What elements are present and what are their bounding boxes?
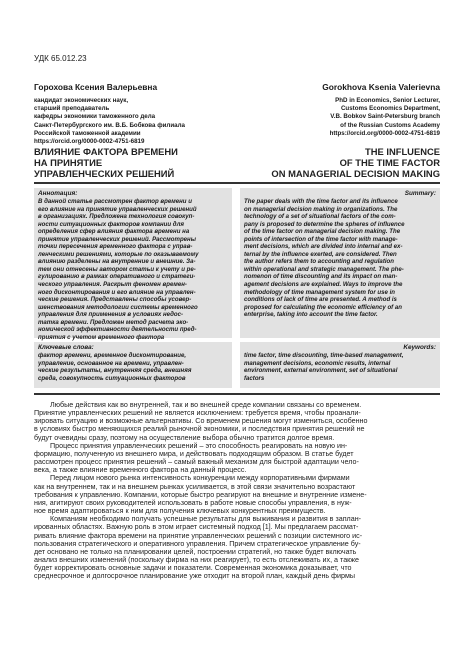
abstract-line: methodology of time management system for use in [244,288,396,296]
abstract-line: ленческими решениями, которые по оказываемому [38,250,199,258]
abstract-line: приятия с учетом временного фактора [38,333,165,341]
article-body [34,401,440,580]
paragraph-line: пользования стратегического и оперативного управления. Причем стратегическое управление бу- [34,539,361,548]
article-title-ru [34,146,234,179]
abstract-line: принятие управленческих решений. Рассмотрены [38,235,196,243]
paragraph-line: века, а также влияние временного фактора на данный процесс. [34,466,247,475]
abstract-line: в организациях. Предложена технология совокуп- [38,213,195,221]
title-line: УПРАВЛЕНЧЕСКИХ РЕШЕНИЙ [34,168,175,179]
affiliation-line: PhD in Economics, Senior Lecturer, [335,97,440,104]
keywords-line: среда, совокупность ситуационных факторов [38,374,186,382]
author-affiliation-ru [34,97,234,146]
abstract-text-en [240,198,440,319]
abstract-label-en: Summary: [404,190,436,197]
affiliation-line: V.B. Bobkov Saint-Petersburg branch [330,113,440,121]
affiliation-line: Российской таможенной академии [34,129,141,137]
title-line: ВЛИЯНИЕ ФАКТОРА ВРЕМЕНИ [34,146,178,157]
paragraph-line: зировать ситуацию и возможные альтернативы. Со временем решения могут измениться, особенно [34,417,368,426]
affiliation-line: кандидат экономических наук, [34,97,129,104]
keywords-line: factors [244,374,265,382]
affiliation-line: of the Russian Customs Academy [340,121,440,129]
paragraph-line: Процесс принятия управленческих решений – это способность реагировать на новую ин- [50,441,348,450]
abstract-ru [34,188,232,341]
title-line: THE INFLUENCE [365,146,440,157]
abstract-label-ru: Аннотация: [38,190,78,197]
title-line: НА ПРИНЯТИЕ [34,157,103,168]
abstract-line: определения сфер влияния фактора времени на [38,228,190,236]
author-affiliation-en [230,97,440,138]
abstract-line: ternal by the influence exerted, are considered. Then [244,250,397,258]
abstract-line: enterprise, taking into account the time factor. [244,311,378,319]
paragraph-line: в условиях быстро меняющихся реалий рыночной экономики, и последствия принятия решений не [34,425,365,434]
header-divider [34,182,440,184]
paragraph-line: требования к управлению. Компании, которые быстро реагируют на внешние и внутренние измене- [34,490,367,499]
abstract-line: ческого управления. Раскрыт феномен времен- [38,281,187,289]
abstract-line: the author refers them to accounting and regulation [244,258,394,266]
paragraph-line: будет корректировать основные задачи и показатели. Современная экономика доказывает, что [34,564,352,573]
paragraph-line: анализ внешних изменений (поскольку фирма на них реагирует), то есть отслеживать их, а также [34,555,360,564]
keywords-text-ru [34,352,232,382]
paragraph-line: Перед лицом нового рынка интенсивность конкуренции между корпоративными фирмами [50,474,350,483]
affiliation-line: Санкт-Петербургского им. В.Б. Бобкова филиала [34,121,185,129]
abstract-text-ru [34,198,232,341]
orcid-link[interactable]: https://orcid.org/0000-0002-4751-6819 [34,138,145,146]
abstract-line: шенствования методологии системы временного [38,303,198,311]
abstract-line: on managerial decision making in organizations. The [244,205,398,213]
abstract-line: within operational and strategic management. The phe- [244,265,404,273]
paragraph-line: ное время адаптироваться к ним для получения ключевых конкурентных преимуществ. [34,507,326,516]
title-line: OF THE TIME FACTOR [339,157,440,168]
abstract-line: В данной статье рассмотрен фактор времени и [38,198,192,205]
abstract-line: technology of a set of situational factors of the com- [244,213,396,221]
keywords-line: фактор времени, временное дисконтирование, [38,352,187,359]
abstract-en [240,188,440,338]
abstract-line: pany is proposed to determine the spheres of influence [244,220,405,228]
abstract-line: влиянию разделены на внутренние и внешние. За- [38,258,196,266]
abstract-line: номической эффективности деятельности пред- [38,326,197,334]
keywords-text-en [240,352,440,382]
abstract-line: татка времени. Предложен метод расчета эко- [38,318,189,326]
abstract-line: agement decisions are explained. Ways to improve the [244,281,403,289]
paragraph-line: ривать влияние фактора времени на принятие управленческих решений с позиции системного ис- [34,531,363,540]
affiliation-line: старший преподаватель [34,105,110,113]
keywords-line: environment, external environment, set of situational [244,367,398,375]
title-line: ON MANAGERIAL DECISION MAKING [271,168,440,179]
keywords-line: управление, основанное на времени, управлен- [38,359,184,367]
abstract-line: его влияние на принятие управленческих решений [38,205,197,213]
paragraph-line: формацию, полученную из внешнего мира, и действовать подходящим образом. В статье будет [34,449,354,458]
affiliation-line: Customs Economics Department, [340,105,440,113]
paragraph-line: Любые действия как во внутренней, так и во внешней среде компании связаны со временем. [50,401,362,409]
keywords-line: ческие результаты, внутренняя среда, внешняя [38,367,192,375]
paragraph-line: ния, агитируют своих руководителей использовать в работе новые способы управления, в нуж- [34,498,352,507]
abstract-line: управления для применения в условиях недос- [38,311,184,319]
author-name-ru: Горохова Ксения Валерьевна [34,82,158,92]
orcid-link[interactable]: https://orcid.org/0000-0002-4751-6819 [329,129,440,137]
keywords-line: management decisions, economic results, internal [244,359,391,367]
abstract-line: nomenon of time discounting and its impact on man- [244,273,398,281]
paragraph-line: среднесрочное и долгосрочное планирование уже отходит на второй план, каждый день фирмы [34,572,355,581]
abstract-line: The paper deals with the time factor and its influence [244,198,398,205]
paragraph-line: ированных областях. Важную роль в этом играет системный подход [1]. Мы предлагаем рассмат- [34,523,359,532]
affiliation-line: кафедры экономики таможенного дела [34,113,156,121]
keywords-line: time factor, time discounting, time-based management, [244,352,404,359]
paragraph-line: как на внутреннем, так и на внешнем рынках усиливается, в этой связи значительно возрастают [34,482,356,491]
abstract-line: proposed for calculating the economic efficiency of an [244,303,403,311]
abstract-line: тем они отнесены автором статьи к учету и ре- [38,265,196,273]
author-name-en: Gorokhova Ksenia Valerievna [322,82,440,92]
abstract-line: of the time factor on managerial decision making. The [244,228,401,236]
keywords-label-ru: Ключевые слова: [38,344,94,351]
abstract-line: гулированию в рамках оперативного и стратеги- [38,273,196,281]
abstract-line: ного дисконтирования и его влияние на управлен- [38,288,196,296]
abstract-line: conditions of lack of time are presented. A method is [244,296,397,304]
abstract-line: ческие решения. Представлены способы усовер- [38,296,192,304]
abstract-line: точки пересечения временного фактора с управ- [38,243,193,251]
body-divider [34,393,440,395]
udk-code: УДК 65.012.23 [34,54,87,63]
paragraph-line: рассмотрен процесс принятия решений – самый важный механизм для быстрой адаптации чело- [34,458,359,467]
keywords-label-en: Keywords: [403,344,436,351]
paragraph-line: Принятие управленческих решений не является исключением: требуется время, чтобы проанали- [34,409,361,418]
article-title-en [230,146,440,179]
abstract-line: ment decisions, which are divided into internal and ex- [244,243,403,251]
keywords-ru [34,342,232,388]
paragraph-line: дет основано не только на планировании целей, построении стратегий, но также будет включать [34,547,357,556]
paragraph-line: Компаниям необходимо получать успешные результаты для выживания и развития в заплан- [50,515,362,524]
paragraph-line: будут очевидны сразу, поэтому на осуществление выбора обычно тратится долгое время. [34,433,335,442]
abstract-line: ности ситуационных факторов компании для [38,220,184,228]
keywords-en [240,342,440,388]
abstract-line: points of intersection of the time factor with manage- [244,235,398,243]
